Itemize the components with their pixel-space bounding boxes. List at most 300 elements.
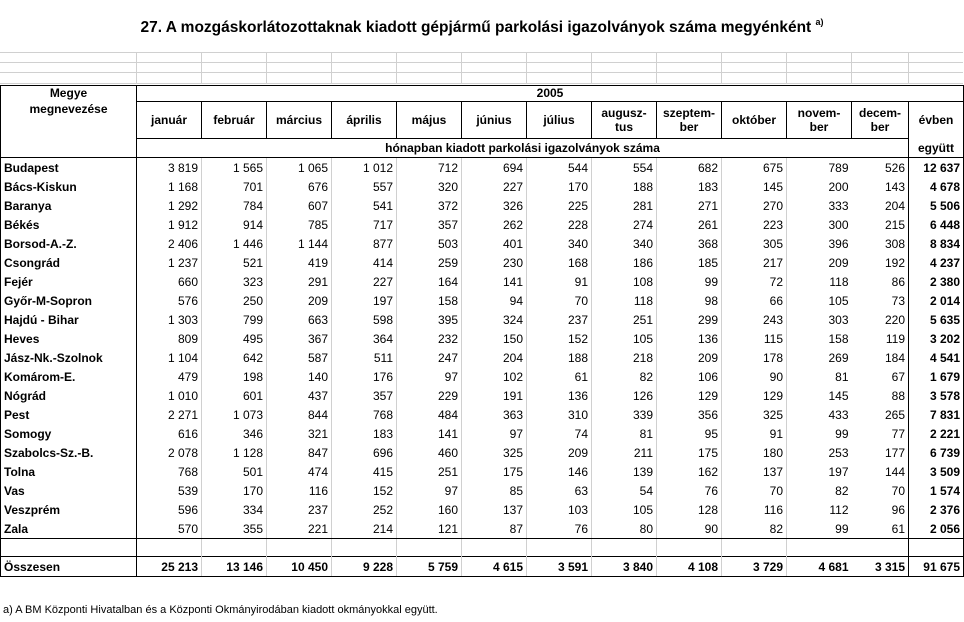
month-value: 325 <box>722 405 787 424</box>
month-value: 340 <box>527 234 592 253</box>
county-name: Jász-Nk.-Szolnok <box>1 348 137 367</box>
month-value: 214 <box>332 519 397 539</box>
month-value: 217 <box>722 253 787 272</box>
month-value: 61 <box>527 367 592 386</box>
month-value: 433 <box>787 405 852 424</box>
month-value: 1 565 <box>202 158 267 178</box>
month-value: 3 729 <box>722 557 787 577</box>
month-value: 73 <box>852 291 909 310</box>
month-value: 176 <box>332 367 397 386</box>
month-value: 334 <box>202 500 267 519</box>
month-value: 183 <box>657 177 722 196</box>
month-value: 136 <box>657 329 722 348</box>
month-value: 94 <box>462 291 527 310</box>
month-value: 323 <box>202 272 267 291</box>
month-value: 118 <box>787 272 852 291</box>
month-header: március <box>267 102 332 139</box>
month-value: 211 <box>592 443 657 462</box>
county-name: Győr-M-Sopron <box>1 291 137 310</box>
month-value: 175 <box>462 462 527 481</box>
month-value: 95 <box>657 424 722 443</box>
month-value: 346 <box>202 424 267 443</box>
county-name: Fejér <box>1 272 137 291</box>
month-value: 5 759 <box>397 557 462 577</box>
county-name: Veszprém <box>1 500 137 519</box>
month-value: 1 144 <box>267 234 332 253</box>
county-name: Összesen <box>1 557 137 577</box>
month-value: 1 912 <box>167 217 198 232</box>
month-value: 415 <box>332 462 397 481</box>
month-value: 105 <box>787 291 852 310</box>
month-value: 712 <box>397 158 462 178</box>
month-value: 281 <box>592 196 657 215</box>
month-value: 115 <box>722 329 787 348</box>
month-value: 145 <box>787 386 852 405</box>
month-value: 321 <box>267 424 332 443</box>
year-total: 2 056 <box>909 519 964 539</box>
month-value: 247 <box>397 348 462 367</box>
month-value: 717 <box>332 215 397 234</box>
month-value: 363 <box>462 405 527 424</box>
year-total: 2 221 <box>909 424 964 443</box>
page-title <box>0 0 964 52</box>
month-value: 188 <box>592 177 657 196</box>
month-value: 4 108 <box>657 557 722 577</box>
month-value: 66 <box>722 291 787 310</box>
year-total-header-line1: évben <box>909 102 964 139</box>
month-value: 1 292 <box>167 198 198 213</box>
month-value: 177 <box>852 443 909 462</box>
month-value: 137 <box>462 500 527 519</box>
month-value: 676 <box>267 177 332 196</box>
table-row <box>1 291 964 310</box>
month-value: 99 <box>787 424 852 443</box>
month-value: 81 <box>787 367 852 386</box>
month-value: 70 <box>722 481 787 500</box>
month-value: 85 <box>462 481 527 500</box>
county-name: Szabolcs-Sz.-B. <box>1 443 137 462</box>
month-value: 164 <box>397 272 462 291</box>
month-value: 70 <box>852 481 909 500</box>
month-header: július <box>527 102 592 139</box>
county-name: Borsod-A.-Z. <box>1 234 137 253</box>
table-row <box>1 348 964 367</box>
table-row <box>1 196 964 215</box>
month-value: 209 <box>527 443 592 462</box>
year-total: 6 739 <box>909 443 964 462</box>
month-value: 158 <box>397 291 462 310</box>
month-value: 129 <box>722 386 787 405</box>
year-total: 12 637 <box>909 158 964 178</box>
month-value: 269 <box>787 348 852 367</box>
table-row <box>1 424 964 443</box>
year-total: 3 509 <box>909 462 964 481</box>
month-value: 539 <box>177 483 198 498</box>
year-total-header-line2: együtt <box>909 139 964 158</box>
month-value: 143 <box>852 177 909 196</box>
month-value: 90 <box>722 367 787 386</box>
month-value: 1 104 <box>167 350 198 365</box>
month-value: 137 <box>722 462 787 481</box>
county-name: Vas <box>1 481 137 500</box>
month-value: 401 <box>462 234 527 253</box>
month-value: 191 <box>462 386 527 405</box>
year-total: 2 376 <box>909 500 964 519</box>
month-value: 914 <box>202 215 267 234</box>
table-row <box>1 234 964 253</box>
month-value: 141 <box>462 272 527 291</box>
month-value: 3 591 <box>527 557 592 577</box>
month-value: 396 <box>787 234 852 253</box>
month-value: 102 <box>462 367 527 386</box>
month-header: decem- ber <box>852 102 909 139</box>
month-value: 357 <box>397 215 462 234</box>
month-value: 227 <box>462 177 527 196</box>
month-value: 232 <box>397 329 462 348</box>
month-value: 521 <box>202 253 267 272</box>
month-value: 364 <box>332 329 397 348</box>
month-value: 784 <box>202 196 267 215</box>
month-value: 243 <box>722 310 787 329</box>
month-value: 121 <box>397 519 462 539</box>
year-total: 5 506 <box>909 196 964 215</box>
month-value: 184 <box>852 348 909 367</box>
month-value: 557 <box>332 177 397 196</box>
year-total: 6 448 <box>909 215 964 234</box>
month-value: 168 <box>527 253 592 272</box>
month-value: 250 <box>202 291 267 310</box>
month-value: 253 <box>787 443 852 462</box>
month-value: 139 <box>592 462 657 481</box>
month-value: 303 <box>787 310 852 329</box>
year-total: 91 675 <box>909 557 964 577</box>
month-value: 660 <box>177 274 198 289</box>
month-value: 99 <box>657 272 722 291</box>
month-value: 76 <box>657 481 722 500</box>
month-value: 1 168 <box>167 179 198 194</box>
month-value: 170 <box>202 481 267 500</box>
month-value: 108 <box>592 272 657 291</box>
month-header: augusz- tus <box>592 102 657 139</box>
table-row <box>1 329 964 348</box>
month-value: 601 <box>202 386 267 405</box>
month-value: 86 <box>852 272 909 291</box>
month-value: 105 <box>592 500 657 519</box>
year-total: 5 635 <box>909 310 964 329</box>
month-value: 1 128 <box>202 443 267 462</box>
month-value: 80 <box>592 519 657 539</box>
month-value: 209 <box>787 253 852 272</box>
month-value: 144 <box>852 462 909 481</box>
month-value: 180 <box>722 443 787 462</box>
month-value: 675 <box>722 158 787 178</box>
county-name: Csongrád <box>1 253 137 272</box>
month-value: 270 <box>722 196 787 215</box>
year-total: 4 678 <box>909 177 964 196</box>
table-row <box>1 272 964 291</box>
table-row <box>1 443 964 462</box>
month-value: 2 271 <box>167 407 198 422</box>
month-value: 251 <box>592 310 657 329</box>
table-row <box>1 367 964 386</box>
month-value: 1 237 <box>167 255 198 270</box>
month-value: 271 <box>657 196 722 215</box>
month-value: 237 <box>267 500 332 519</box>
month-value: 54 <box>592 481 657 500</box>
county-name: Budapest <box>1 158 137 178</box>
month-value: 197 <box>332 291 397 310</box>
month-value: 13 146 <box>202 557 267 577</box>
subheader: hónapban kiadott parkolási igazolványok száma <box>137 139 909 158</box>
month-value: 97 <box>462 424 527 443</box>
month-value: 91 <box>527 272 592 291</box>
year-total: 2 380 <box>909 272 964 291</box>
month-value: 82 <box>787 481 852 500</box>
county-name: Zala <box>1 519 137 539</box>
month-value: 228 <box>527 215 592 234</box>
month-value: 479 <box>177 369 198 384</box>
month-value: 1 012 <box>332 158 397 178</box>
month-value: 72 <box>722 272 787 291</box>
month-value: 1 073 <box>202 405 267 424</box>
month-value: 333 <box>787 196 852 215</box>
month-value: 877 <box>332 234 397 253</box>
month-header: április <box>332 102 397 139</box>
month-value: 340 <box>592 234 657 253</box>
title-footnote-mark: a) <box>815 17 824 27</box>
month-value: 136 <box>527 386 592 405</box>
table-row <box>1 405 964 424</box>
month-value: 87 <box>462 519 527 539</box>
month-value: 1 065 <box>267 158 332 178</box>
county-name: Heves <box>1 329 137 348</box>
table-row <box>1 310 964 329</box>
month-value: 368 <box>657 234 722 253</box>
month-value: 799 <box>202 310 267 329</box>
month-value: 183 <box>332 424 397 443</box>
table-row <box>1 500 964 519</box>
month-value: 2 406 <box>167 236 198 251</box>
month-value: 460 <box>397 443 462 462</box>
county-name: Komárom-E. <box>1 367 137 386</box>
month-value: 105 <box>592 329 657 348</box>
month-value: 204 <box>462 348 527 367</box>
month-value: 126 <box>592 386 657 405</box>
month-value: 526 <box>852 158 909 178</box>
year-header: 2005 <box>137 86 964 102</box>
month-value: 140 <box>267 367 332 386</box>
month-header: május <box>397 102 462 139</box>
month-value: 98 <box>657 291 722 310</box>
month-value: 81 <box>592 424 657 443</box>
county-name: Tolna <box>1 462 137 481</box>
year-total: 2 014 <box>909 291 964 310</box>
month-value: 150 <box>462 329 527 348</box>
month-value: 237 <box>527 310 592 329</box>
month-value: 300 <box>787 215 852 234</box>
month-value: 570 <box>137 519 202 539</box>
month-value: 74 <box>527 424 592 443</box>
month-value: 324 <box>462 310 527 329</box>
table-row <box>1 481 964 500</box>
table-row <box>1 215 964 234</box>
county-header-line1: Megye <box>1 86 137 102</box>
month-value: 809 <box>177 331 198 346</box>
month-value: 99 <box>787 519 852 539</box>
month-value: 170 <box>527 177 592 196</box>
empty-grid-rows <box>0 52 963 84</box>
month-value: 118 <box>592 291 657 310</box>
month-value: 262 <box>462 215 527 234</box>
month-header: február <box>202 102 267 139</box>
month-value: 682 <box>657 158 722 178</box>
month-value: 227 <box>332 272 397 291</box>
month-value: 696 <box>332 443 397 462</box>
table-row <box>1 253 964 272</box>
month-value: 495 <box>202 329 267 348</box>
month-value: 146 <box>527 462 592 481</box>
month-value: 414 <box>332 253 397 272</box>
month-value: 209 <box>267 291 332 310</box>
month-header: szeptem- ber <box>657 102 722 139</box>
month-value: 9 228 <box>332 557 397 577</box>
month-value: 3 819 <box>167 160 198 175</box>
month-value: 76 <box>527 519 592 539</box>
month-value: 112 <box>787 500 852 519</box>
table-row <box>1 158 964 178</box>
month-header: novem- ber <box>787 102 852 139</box>
month-value: 484 <box>397 405 462 424</box>
month-value: 209 <box>657 348 722 367</box>
county-name: Baranya <box>1 196 137 215</box>
month-value: 587 <box>267 348 332 367</box>
year-total: 7 831 <box>909 405 964 424</box>
month-value: 96 <box>852 500 909 519</box>
month-value: 220 <box>852 310 909 329</box>
month-value: 77 <box>852 424 909 443</box>
month-value: 88 <box>852 386 909 405</box>
month-value: 395 <box>397 310 462 329</box>
data-table <box>0 85 964 577</box>
month-value: 768 <box>332 405 397 424</box>
month-value: 162 <box>657 462 722 481</box>
month-value: 544 <box>527 158 592 178</box>
month-value: 82 <box>722 519 787 539</box>
month-value: 372 <box>397 196 462 215</box>
month-value: 501 <box>202 462 267 481</box>
month-value: 419 <box>267 253 332 272</box>
month-value: 116 <box>722 500 787 519</box>
month-header: október <box>722 102 787 139</box>
footnote: a) A BM Központi Hivatalban és a Központi Okmányirodában kiadott okmányokkal együtt. <box>3 604 438 616</box>
month-value: 265 <box>852 405 909 424</box>
month-value: 175 <box>657 443 722 462</box>
month-value: 178 <box>722 348 787 367</box>
month-value: 305 <box>722 234 787 253</box>
month-value: 541 <box>332 196 397 215</box>
month-value: 197 <box>787 462 852 481</box>
month-value: 694 <box>462 158 527 178</box>
month-value: 310 <box>527 405 592 424</box>
month-value: 97 <box>397 481 462 500</box>
month-header: január <box>137 102 202 139</box>
month-value: 185 <box>657 253 722 272</box>
month-value: 1 303 <box>167 312 198 327</box>
month-value: 3 315 <box>852 557 909 577</box>
month-value: 642 <box>202 348 267 367</box>
county-name: Pest <box>1 405 137 424</box>
month-value: 61 <box>852 519 909 539</box>
month-value: 198 <box>202 367 267 386</box>
month-value: 320 <box>397 177 462 196</box>
month-value: 129 <box>657 386 722 405</box>
month-value: 274 <box>592 215 657 234</box>
month-value: 160 <box>397 500 462 519</box>
month-value: 152 <box>527 329 592 348</box>
month-value: 252 <box>332 500 397 519</box>
month-value: 576 <box>177 293 198 308</box>
month-value: 355 <box>202 519 267 539</box>
month-value: 4 681 <box>787 557 852 577</box>
month-value: 847 <box>267 443 332 462</box>
month-value: 230 <box>462 253 527 272</box>
month-value: 221 <box>267 519 332 539</box>
month-value: 145 <box>722 177 787 196</box>
month-value: 215 <box>852 215 909 234</box>
month-value: 503 <box>397 234 462 253</box>
month-value: 616 <box>177 426 198 441</box>
month-value: 844 <box>267 405 332 424</box>
month-value: 554 <box>592 158 657 178</box>
spacer-row <box>1 539 964 557</box>
month-value: 598 <box>332 310 397 329</box>
month-value: 308 <box>852 234 909 253</box>
month-value: 103 <box>527 500 592 519</box>
month-value: 325 <box>462 443 527 462</box>
month-value: 789 <box>787 158 852 178</box>
month-value: 90 <box>657 519 722 539</box>
month-value: 596 <box>177 502 198 517</box>
month-value: 701 <box>202 177 267 196</box>
table-row <box>1 462 964 481</box>
year-total: 1 574 <box>909 481 964 500</box>
month-value: 474 <box>267 462 332 481</box>
month-value: 158 <box>787 329 852 348</box>
month-value: 10 450 <box>267 557 332 577</box>
year-total: 8 834 <box>909 234 964 253</box>
month-value: 607 <box>267 196 332 215</box>
month-value: 768 <box>177 464 198 479</box>
month-value: 251 <box>397 462 462 481</box>
month-value: 225 <box>527 196 592 215</box>
month-value: 259 <box>397 253 462 272</box>
month-value: 1 010 <box>167 388 198 403</box>
month-value: 2 078 <box>167 445 198 460</box>
month-value: 128 <box>657 500 722 519</box>
year-total: 4 541 <box>909 348 964 367</box>
month-value: 229 <box>397 386 462 405</box>
month-value: 356 <box>657 405 722 424</box>
summary-row <box>1 557 964 577</box>
month-value: 339 <box>592 405 657 424</box>
month-value: 70 <box>527 291 592 310</box>
month-value: 437 <box>267 386 332 405</box>
table-row <box>1 519 964 539</box>
county-name: Bács-Kiskun <box>1 177 137 196</box>
month-value: 152 <box>332 481 397 500</box>
month-value: 192 <box>852 253 909 272</box>
county-name: Somogy <box>1 424 137 443</box>
